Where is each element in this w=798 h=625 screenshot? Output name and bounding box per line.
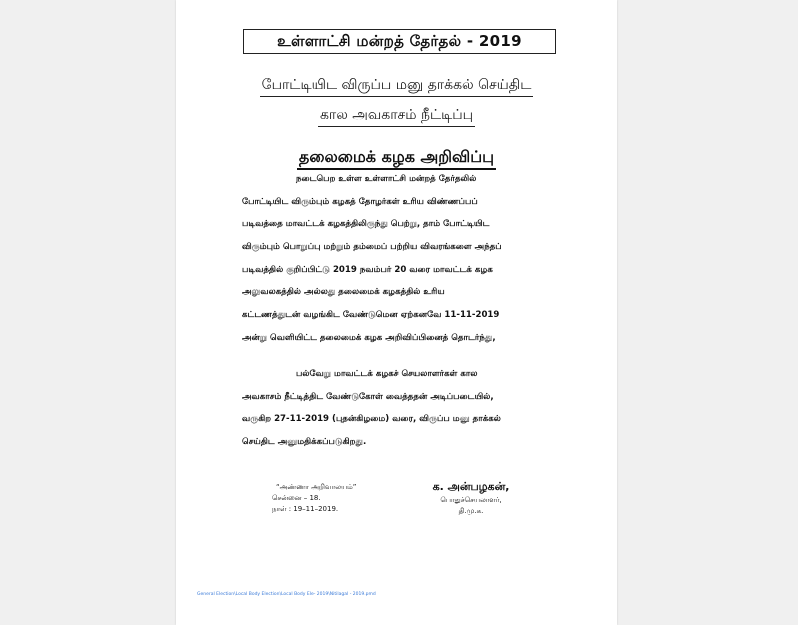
document-page [176, 0, 617, 625]
paragraph-line: விரும்பும் பொறுப்பு மற்றும் தம்மைப் பற்றிய விவரங்களை அந்தப் [242, 242, 502, 253]
file-path: General Election\Local Body Election\Local Body Ele- 2019\Nitilagal - 2019.pmd [197, 592, 376, 597]
paragraph-2 [242, 368, 546, 459]
signatory-name: க. அன்பழகன், [432, 480, 510, 493]
paragraph-1 [242, 173, 546, 355]
paragraph-line: செய்திட அனுமதிக்கப்படுகிறது. [242, 437, 367, 448]
paragraph-line: அவகாசம் நீட்டித்திட வேண்டுகோள் வைத்ததன் அடிப்படையில், [242, 391, 494, 402]
party-name: தி.மு.க. [458, 507, 484, 515]
issue-date: நாள் : 19–11–2019. [272, 505, 339, 513]
subtitle-line-2: கால அவகாசம் நீட்டிப்பு [176, 107, 617, 125]
paragraph-line: பல்வேறு மாவட்டக் கழகச் செயலாளர்கள் கால [296, 369, 478, 379]
paragraph-line: படிவத்தை மாவட்டக் கழகத்திலிருந்து பெற்று, தாம் போட்டியிட [242, 219, 490, 230]
paragraph-line: வருகிற 27-11-2019 (புதன்கிழமை) வரை, விருப்ப மனு தாக்கல் [242, 414, 501, 425]
paragraph-line: அலுவலகத்தில் அல்லது தலைமைக் கழகத்தில் உரிய [242, 287, 445, 298]
signatory-designation: பொதுச்செயலாளர், [440, 496, 502, 504]
announcement-heading: தலைமைக் கழக அறிவிப்பு [176, 147, 617, 168]
place-name: “அண்ணா அறிவாலயம்” [276, 483, 357, 491]
city-name: சென்னை – 18. [272, 494, 321, 502]
paragraph-line: கட்டணத்துடன் வழங்கிட வேண்டுமென ஏற்கனவே 11-11-2019 [242, 310, 500, 321]
signature-block [406, 479, 536, 517]
footer-place-date [272, 482, 356, 515]
paragraph-line: போட்டியிட விரும்பும் கழகத் தோழர்கள் உரிய விண்ணப்பப் [242, 196, 478, 207]
paragraph-line: நடைபெற உள்ள உள்ளாட்சி மன்றத் தேர்தலில் [296, 174, 477, 184]
paragraph-line: படிவத்தில் குறிப்பிட்டு 2019 நவம்பர் 20 வரை மாவட்டக் கழக [242, 264, 493, 275]
document-title: உள்ளாட்சி மன்றத் தேர்தல் - 2019 [243, 29, 556, 54]
subtitle-line-1: போட்டியிட விருப்ப மனு தாக்கல் செய்திட [176, 77, 617, 95]
paragraph-line: அன்று வெளியிட்ட தலைமைக் கழக அறிவிப்பினைத் தொடர்ந்து, [242, 332, 496, 343]
